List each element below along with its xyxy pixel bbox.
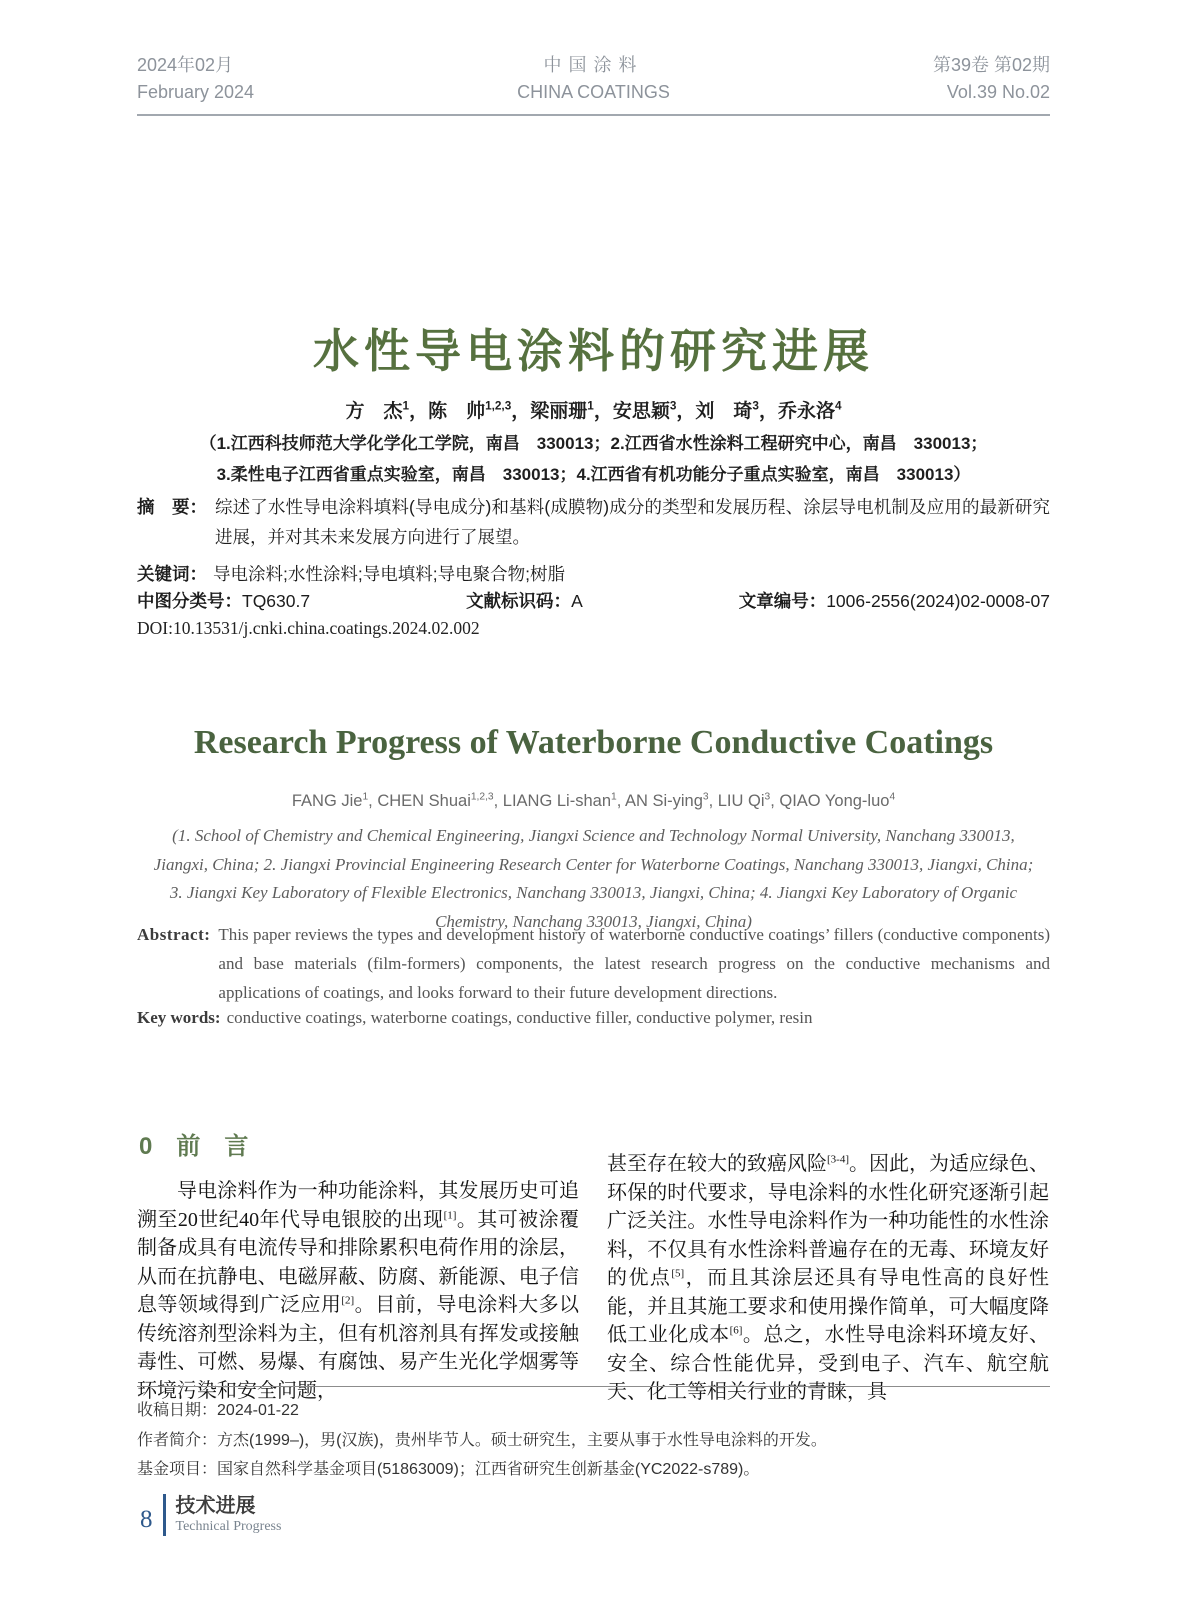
affiliation-en-line: 3. Jiangxi Key Laboratory of Flexible Electronics, Nanchang 330013, Jiangxi, China; 4. Jiangxi Key Laboratory of Organic: [169, 883, 1018, 902]
author-sup: 3: [669, 399, 677, 413]
header-volume-cn: 第39卷 第02期: [932, 55, 1050, 75]
body-column-right: [607, 1124, 1049, 1407]
body-text: ，而且其涂层还具有导电性高的良好性能，并且其施工要求和使用操作简单，可大幅度降低工业化成本: [607, 1267, 1050, 1346]
author-sup: 3: [702, 791, 709, 803]
footnote-fund-value: 国家自然科学基金项目(51863009)；江西省研究生创新基金(YC2022-s789)。: [217, 1461, 760, 1478]
header-date-cn: 2024年02月: [137, 55, 234, 75]
author-name-en: , AN Si-ying: [616, 792, 703, 810]
author-name: ，刘 琦: [676, 401, 753, 422]
author-name: ，陈 帅: [409, 401, 486, 422]
footnote-bio-value: 方杰(1999–)，男(汉族)，贵州毕节人。硕士研究生，主要从事于水性导电涂料的开发。: [217, 1431, 827, 1449]
citation-ref: [5]: [671, 1267, 685, 1280]
body-columns: [137, 1124, 1050, 1407]
body-column-left: [137, 1124, 579, 1407]
author-sup: 1: [611, 791, 617, 803]
body-text: 。总之，水性导电涂料环境友好、安全、综合性能优异，受到电子、汽车、航空航天、化工等相关行业的青睐，具: [607, 1324, 1050, 1403]
header-journal-cn: 中国涂料: [543, 55, 644, 75]
header-volume: [933, 52, 1050, 106]
author-name-en: , QIAO Yong-luo: [770, 792, 890, 810]
author-sup: 1: [587, 399, 594, 413]
author-name-en: , LIANG Li-shan: [493, 792, 611, 810]
author-name-en: FANG Jie: [291, 792, 363, 810]
author-sup: 3: [752, 399, 759, 413]
footer-divider-bar: [163, 1494, 166, 1536]
author-name: ，梁丽珊: [511, 401, 588, 422]
footnotes: [137, 1386, 1050, 1485]
abstract-en-text: This paper reviews the types and development history of waterborne conductive coatings’ fillers (conductive components) and base materials (film-formers) components, the latest research progress on the conductive mechanisms and applications of coatings, and looks forward to their future development directions.: [218, 925, 1050, 1002]
affiliation-en-line: Jiangxi, China; 2. Jiangxi Provincial Engineering Research Center for Waterborne Coatings, Nanchang 330013, Jiangxi, China;: [153, 854, 1034, 874]
column-title-cn: 技术进展: [175, 1494, 256, 1517]
body-paragraph-left: [137, 1177, 579, 1405]
header-journal: [517, 52, 670, 106]
clc-label: 中图分类号：: [137, 591, 242, 611]
document-code: [466, 588, 583, 613]
citation-ref: [2]: [341, 1294, 355, 1307]
author-name: ，乔永洛: [758, 401, 835, 422]
document-code-label: 文献标识码：: [466, 591, 572, 611]
doi: DOI:10.13531/j.cnki.china.coatings.2024.02.002: [137, 618, 480, 638]
header-journal-en: CHINA COATINGS: [517, 82, 670, 102]
body-text: 。因此，为适应绿色、环保的时代要求，导电涂料的水性化研究逐渐引起广泛关注。水性导电涂料作为一种功能性的水性涂料，不仅具有水性涂料普遍存在的无毒、环境友好的优点: [607, 1153, 1049, 1289]
footnote-received: [137, 1396, 1050, 1426]
meta-row: [137, 588, 1050, 613]
body-text: 。目前，导电涂料大多以传统溶剂型涂料为主，但有机溶剂具有挥发或接触毒性、可燃、易爆、有腐蚀、易产生光化学烟雾等环境污染和安全问题，: [137, 1294, 580, 1402]
clc-number: [137, 588, 310, 613]
citation-ref: [3-4]: [827, 1153, 849, 1166]
footnote-received-label: 收稿日期：: [137, 1402, 218, 1419]
article-id: [739, 588, 1050, 613]
keywords-cn-text: 导电涂料;水性涂料;导电填料;导电聚合物;树脂: [213, 564, 565, 584]
abstract-en-label: Abstract:: [137, 925, 211, 944]
affiliation-en-line: (1. School of Chemistry and Chemical Engineering, Jiangxi Science and Technology Normal University, Nanchang 330013,: [172, 826, 1015, 845]
affiliations-en: [100, 822, 1087, 936]
citation-ref: [1]: [443, 1208, 457, 1221]
page-number: 8: [140, 1506, 153, 1533]
body-text: 导电涂料作为一种功能涂料，其发展历史可追溯至20世纪40年代导电银胶的出现: [137, 1180, 579, 1231]
author-name: 方 杰: [345, 401, 403, 422]
abstract-cn: [137, 492, 1050, 552]
body-paragraph-right: [607, 1150, 1049, 1407]
affiliation-en-line: Chemistry, Nanchang 330013, Jiangxi, China): [435, 911, 752, 931]
footnote-bio-label: 作者简介：: [137, 1431, 218, 1449]
keywords-en-label: Key words:: [137, 1008, 221, 1027]
author-name-en: , CHEN Shuai: [368, 792, 471, 810]
affiliation-line: 3.柔性电子江西省重点实验室，南昌 330013；4.江西省有机功能分子重点实验室，南昌 330013）: [216, 465, 971, 484]
section-heading: 0 前 言: [139, 1133, 249, 1160]
author-name: ，安思颖: [593, 401, 670, 422]
authors-cn: [0, 396, 1187, 423]
author-sup: 1: [402, 399, 410, 413]
author-sup: 1: [362, 791, 369, 803]
abstract-cn-label: 摘 要：: [137, 497, 207, 517]
footnote-fund: [137, 1455, 1050, 1485]
footnote-received-value: 2024-01-22: [217, 1402, 299, 1419]
author-name-en: , LIU Qi: [708, 792, 765, 810]
keywords-en-text: conductive coatings, waterborne coatings, conductive filler, conductive polymer, resin: [226, 1008, 813, 1027]
paper-title-cn: 水性导电涂料的研究进展: [313, 325, 874, 377]
header-volume-en: Vol.39 No.02: [946, 82, 1050, 102]
column-title-en: Technical Progress: [175, 1518, 282, 1534]
page-footer: [140, 1494, 281, 1536]
document-code-value: A: [571, 591, 583, 611]
keywords-cn: [137, 560, 1050, 588]
author-sup: 3: [764, 791, 771, 803]
footnote-fund-label: 基金项目：: [137, 1461, 218, 1478]
header-date: [137, 52, 254, 106]
body-text: 。其可被涂覆制备成具有电流传导和排除累积电荷作用的涂层，从而在抗静电、电磁屏蔽、防腐、新能源、电子信息等领域得到广泛应用: [137, 1208, 580, 1316]
article-id-label: 文章编号：: [738, 591, 827, 611]
abstract-en: [137, 920, 1050, 1007]
author-sup: 1,2,3: [485, 399, 512, 413]
body-text: 甚至存在较大的致癌风险: [607, 1153, 827, 1175]
footnote-bio: [137, 1426, 1050, 1456]
keywords-en: [137, 1008, 1050, 1028]
affiliations-cn: [0, 428, 1187, 490]
clc-value: TQ630.7: [242, 591, 311, 611]
abstract-cn-text: 综述了水性导电涂料填料(导电成分)和基料(成膜物)成分的类型和发展历程、涂层导电机制及应用的最新研究进展，并对其未来发展方向进行了展望。: [215, 497, 1050, 547]
paper-title-en: Research Progress of Waterborne Conductive Coatings: [193, 724, 994, 761]
column-title: [176, 1495, 282, 1536]
article-id-value: 1006-2556(2024)02-0008-07: [826, 591, 1050, 611]
page-header: [137, 52, 1050, 116]
author-sup: 4: [889, 791, 896, 803]
keywords-cn-label: 关键词：: [137, 564, 207, 584]
authors-en: [0, 792, 1187, 811]
citation-ref: [6]: [729, 1324, 743, 1337]
author-sup: 4: [834, 399, 842, 413]
affiliation-line: （1.江西科技师范大学化学化工学院，南昌 330013；2.江西省水性涂料工程研究中心，南昌 330013；: [199, 434, 988, 453]
author-sup: 1,2,3: [470, 791, 494, 803]
header-date-en: February 2024: [137, 82, 255, 102]
